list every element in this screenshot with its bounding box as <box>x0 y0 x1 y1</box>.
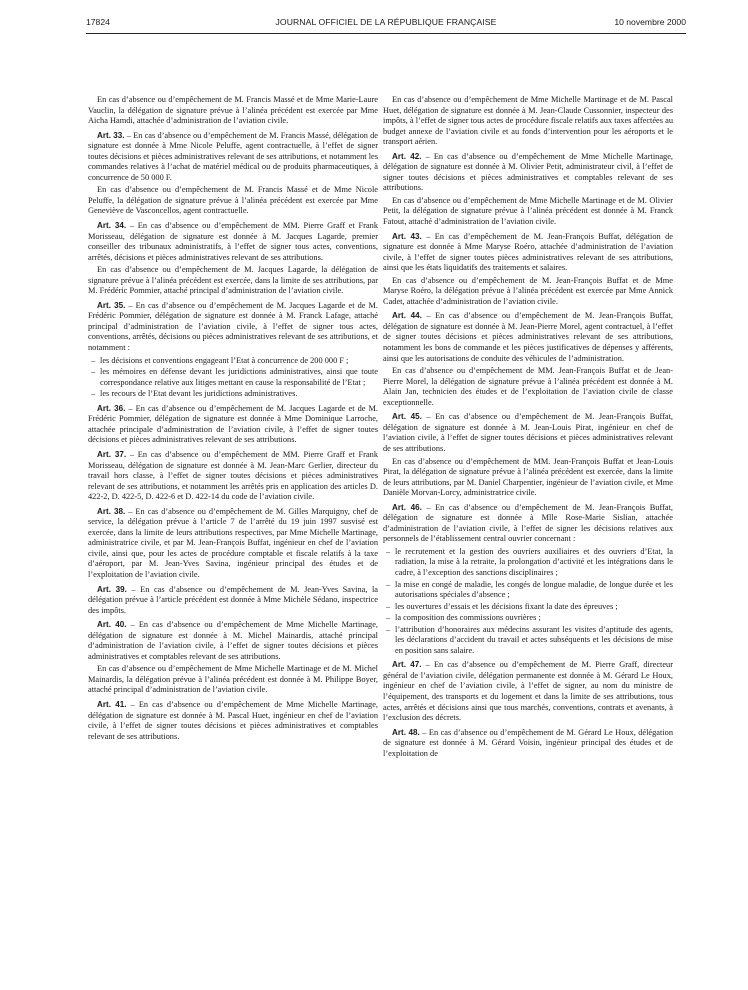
article-text: – En cas d’absence ou d’empêchement de Mme Michelle Martinage, délégation de signature est donnée à M. Michel Mainardis, attaché principal d’administration de l’aviation civile, à l’effet de signer toutes décisions et pièces administratives et comptables relevant de ses attributions. <box>88 620 378 661</box>
article-label: Art. 44. <box>392 311 422 321</box>
list-item: – les décisions et conventions engageant l’Etat à concurrence de 200 000 F ; <box>88 356 378 367</box>
article-paragraph <box>88 221 378 263</box>
article-paragraph <box>88 585 378 617</box>
article-label: Art. 46. <box>392 502 422 512</box>
list-item: – le recrutement et la gestion des ouvriers auxiliaires et des ouvriers d’Etat, la radiation, la mise à la retraite, la prolongation d’activité et les intégrations dans le cadre, à l’exception des sanctions disciplinaires ; <box>383 547 673 579</box>
paragraph: En cas d’absence ou d’empêchement de M. Jean-François Buffat et de Mme Maryse Roéro, la délégation prévue à l’alinéa précédent est exercée par Mme Annick Cadet, attachée d’administration de l’aviation civile. <box>383 275 673 306</box>
article-paragraph <box>88 301 378 354</box>
article-label: Art. 40. <box>97 620 127 630</box>
article-paragraph <box>88 131 378 184</box>
bullet-list <box>383 547 673 656</box>
article-label: Art. 48. <box>392 727 420 737</box>
article-paragraph <box>383 503 673 545</box>
article-paragraph <box>383 412 673 454</box>
paragraph: En cas d’absence ou d’empêchement de Mme Michelle Martinage et de M. Olivier Petit, la délégation de signature prévue à l’alinéa précédent est donnée à M. Franck Fatout, attaché d’administration de l’aviation civile. <box>383 195 673 227</box>
list-item: – la mise en congé de maladie, les congés de longue maladie, de longue durée et les autorisations spéciales d’absence ; <box>383 580 673 601</box>
list-item: – les mémoires en défense devant les juridictions administratives, ainsi que toute correspondance relative aux litiges mettant en cause la responsabilité de l’Etat ; <box>88 367 378 388</box>
article-text: – En cas d’absence ou d’empêchement de M. Jacques Lagarde et de M. Frédéric Pommier, délégation de signature est donnée à Mme Dominique Larroche, attachée principale d’administration de l’aviation civile, à l’effet de signer toutes décisions et pièces administratives relevant de ses attributions. <box>88 403 378 445</box>
journal-title: JOURNAL OFFICIEL DE LA RÉPUBLIQUE FRANÇAISE <box>275 17 497 27</box>
article-label: Art. 34. <box>97 221 127 231</box>
article-text: – En cas d’absence ou d’empêchement de Mme Michelle Martinage, délégation de signature est donnée à M. Pascal Huet, ingénieur en chef de l’aviation civile, à l’effet de signer toutes décisions et pièces administratives et comptables relevant de ses attributions. <box>88 699 378 741</box>
article-paragraph <box>88 700 378 742</box>
article-label: Art. 45. <box>392 412 422 422</box>
article-paragraph <box>383 728 673 760</box>
paragraph: En cas d’absence ou d’empêchement de M. Francis Massé et de Mme Nicole Peluffe, la délégation de signature prévue à l’alinéa précédent est exercée par Mme Geneviève de Vasconcellos, agent contractuelle. <box>88 185 378 216</box>
paragraph: En cas d’absence ou d’empêchement de M. Francis Massé et de Mme Marie-Laure Vauclin, la délégation de signature prévue à l’alinéa précédent est exercée par Mme Aicha Hamdi, attachée d’administration de l’aviation civile. <box>88 95 378 126</box>
article-text: – En cas d’absence ou d’empêchement de M. Gérard Le Houx, délégation de signature est donnée à M. Gérard Voisin, ingénieur principal des études et de l’exploitation de <box>383 727 673 758</box>
article-text: – En cas d’absence ou d’empêchement de M. Pierre Graff, directeur général de l’aviation civile, délégation permanente est donnée à M. Gérard Le Houx, ingénieur en chef de l’aviation civile, à l’effet de signer, au nom du ministre de l’équipement, des transports et du logement et dans la limite de ses attributions, tous actes, arrêtés et décisions ainsi que tous marchés, conventions, contrats et avenants, à l’exclusion des décrets. <box>383 660 673 723</box>
article-text: – En cas d’absence ou d’empêchement de M. Jacques Lagarde et de M. Frédéric Pommier, délégation de signature est donnée à M. Franck Lafage, attaché principal d’administration de l’aviation civile, à l’effet de signer tous actes, conventions, arrêtés, décisions ou pièces administratives relevant de ses attributions, et notamment : <box>88 300 378 353</box>
page-header <box>86 17 686 31</box>
issue-date: 10 novembre 2000 <box>614 17 686 27</box>
paragraph: En cas d’absence ou d’empêchement de Mme Michelle Martinage et de M. Michel Mainardis, la délégation prévue à l’alinéa précédent est donnée à M. Philippe Boyer, attaché principal d’administration de l’aviation civile. <box>88 664 378 695</box>
article-paragraph <box>383 232 673 274</box>
paragraph: En cas d’absence ou d’empêchement de MM. Jean-François Buffat et de Jean-Pierre Morel, la délégation de signature prévue à l’alinéa précédent est donnée à M. Alain Jan, technicien des études et de l’exploitation de l’aviation civile de classe exceptionnelle. <box>383 366 673 407</box>
article-text: – En cas d’absence ou d’empêchement de M. Gilles Marquigny, chef de service, la délégation prévue à l’article 7 de l’arrêté du 19 juin 1997 susvisé est exercée, dans la limite de leurs attributions respectives, par Mme Michelle Martinage, administratrice civile, et par M. Jean-François Buffat, ingénieur en chef de l’aviation civile, ainsi que, pour les actes de procédure comptable et fiscale relatifs à la taxe d’aéroport, par M. Jean-Yves Savina, ingénieur principal des études et de l’exploitation de l’aviation civile. <box>88 506 378 579</box>
right-column <box>383 95 673 761</box>
article-label: Art. 42. <box>392 151 422 161</box>
left-column <box>88 95 378 744</box>
article-label: Art. 37. <box>97 449 127 459</box>
article-paragraph <box>88 404 378 446</box>
article-label: Art. 38. <box>97 506 126 516</box>
article-text: – En cas d’absence ou d’empêchement de M. Jean-François Buffat, délégation de signature est donnée à M. Jean-Louis Pirat, ingénieur en chef de l’aviation civile, à l’effet de signer toutes décisions et pièces administratives relevant de ses attributions. <box>383 412 673 453</box>
article-label: Art. 36. <box>97 403 126 413</box>
paragraph: En cas d’absence ou d’empêchement de M. Jacques Lagarde, la délégation de signature prévue à l’alinéa précédent est exercée, dans la limite de ses attributions, par M. Frédéric Pommier, attaché principal d’administration de l’aviation civile. <box>88 265 378 296</box>
header-rule <box>86 33 686 34</box>
article-text: – En cas d’empêchement de M. Jean-François Buffat, délégation de signature est donnée à Mme Maryse Roéro, attachée d’administration de l’aviation civile, à l’effet de signer toutes pièces administratives relevant de ses attributions, ainsi que les états liquidatifs des traitements et salaires. <box>383 231 673 273</box>
article-text: – En cas d’absence ou d’empêchement de M. Jean-Yves Savina, la délégation prévue à l’article précédent est donnée à Mme Michèle Sédano, inspectrice des impôts. <box>88 584 378 615</box>
paragraph: En cas d’absence ou d’empêchement de MM. Jean-François Buffat et Jean-Louis Pirat, la délégation de signature prévue à l’alinéa précédent est exercée, dans la limite de leurs attributions, par M. Daniel Charpentier, ingénieur de l’aviation civile, et Mme Danièle Morvan-Lorcy, administratrice civile. <box>383 456 673 498</box>
article-label: Art. 35. <box>97 300 126 310</box>
article-paragraph <box>383 152 673 194</box>
article-text: – En cas d’absence ou d’empêchement de M. Jean-François Buffat, délégation de signature est donnée à M. Jean-Pierre Morel, agent contractuel, à l’effet de signer toutes décisions et pièces administratives relevant de ses attributions, notamment les bons de commande et les pièces justificatives de dépenses y afférents, ainsi que les autorisations de conduite des véhicules de l’administration. <box>383 311 673 363</box>
paragraph: En cas d’absence ou d’empêchement de Mme Michelle Martinage et de M. Pascal Huet, délégation de signature est donnée à M. Jean-Claude Cussonnier, inspecteur des impôts, à l’effet de signer tous actes de procédure fiscale relatifs aux taxes affectées au budget annexe de l’aviation civile et au fonds d’intervention pour les aéroports et le transport aérien. <box>383 95 673 147</box>
bullet-list <box>88 356 378 400</box>
article-label: Art. 43. <box>392 231 422 241</box>
article-text: – En cas d’absence ou d’empêchement de MM. Pierre Graff et Frank Morisseau, délégation de signature est donnée à M. Jacques Lagarde, premier conseiller des tribunaux administratifs, à l’effet de signer tous actes, conventions, arrêtés, décisions et pièces administratives relevant de ses attributions. <box>88 221 378 262</box>
page-number: 17824 <box>86 17 110 27</box>
list-item: – les recours de l’Etat devant les juridictions administratives. <box>88 389 378 400</box>
article-paragraph <box>88 450 378 503</box>
article-text: – En cas d’absence ou d’empêchement de M. Francis Massé, délégation de signature est donnée à Mme Nicole Peluffe, agent contractuelle, à l’effet de signer toutes décisions et pièces administratives relevant de ses attributions, et notamment les commandes relatives à l’achat de matériel médical ou de produits pharmaceutiques, à concurrence de 50 000 F. <box>88 130 378 182</box>
article-paragraph <box>88 620 378 662</box>
article-paragraph <box>383 311 673 364</box>
article-text: – En cas d’absence ou d’empêchement de MM. Pierre Graff et Frank Morisseau, délégation de signature est donnée à M. Jean-Marc Gerlier, directeur du travail hors classe, à l’effet de signer toutes décisions et pièces administratives relevant de ses attributions, et notamment les arrêtés pris en application des articles D. 422-2, D. 422-5, D. 422-6 et D. 422-14 du code de l’aviation civile. <box>88 449 378 502</box>
article-text: – En cas d’absence ou d’empêchement de Mme Michelle Martinage, délégation de signature est donnée à M. Olivier Petit, administrateur civil, à l’effet de signer toutes décisions et pièces administratives et comptables relevant de ses attributions. <box>383 151 673 193</box>
article-paragraph <box>383 660 673 723</box>
article-paragraph <box>88 507 378 581</box>
list-item: – les ouvertures d’essais et les décisions fixant la date des épreuves ; <box>383 602 673 613</box>
list-item: – l’attribution d’honoraires aux médecins assurant les visites d’aptitude des agents, les déclarations d’accident du travail et actes subséquents et les décisions de mise en position sans salaire. <box>383 625 673 657</box>
article-label: Art. 47. <box>392 660 422 670</box>
article-label: Art. 41. <box>97 699 127 709</box>
article-text: – En cas d’absence ou d’empêchement de M. Jean-François Buffat, délégation de signature est donnée à Mlle Rose-Marie Sislian, attachée d’administration de l’aviation civile, à l’effet de signer les décisions relatives aux personnels de l’établissement central ouvrier concernant : <box>383 502 673 544</box>
article-label: Art. 39. <box>97 584 127 594</box>
list-item: – la composition des commissions ouvrières ; <box>383 613 673 624</box>
article-label: Art. 33. <box>97 130 125 140</box>
